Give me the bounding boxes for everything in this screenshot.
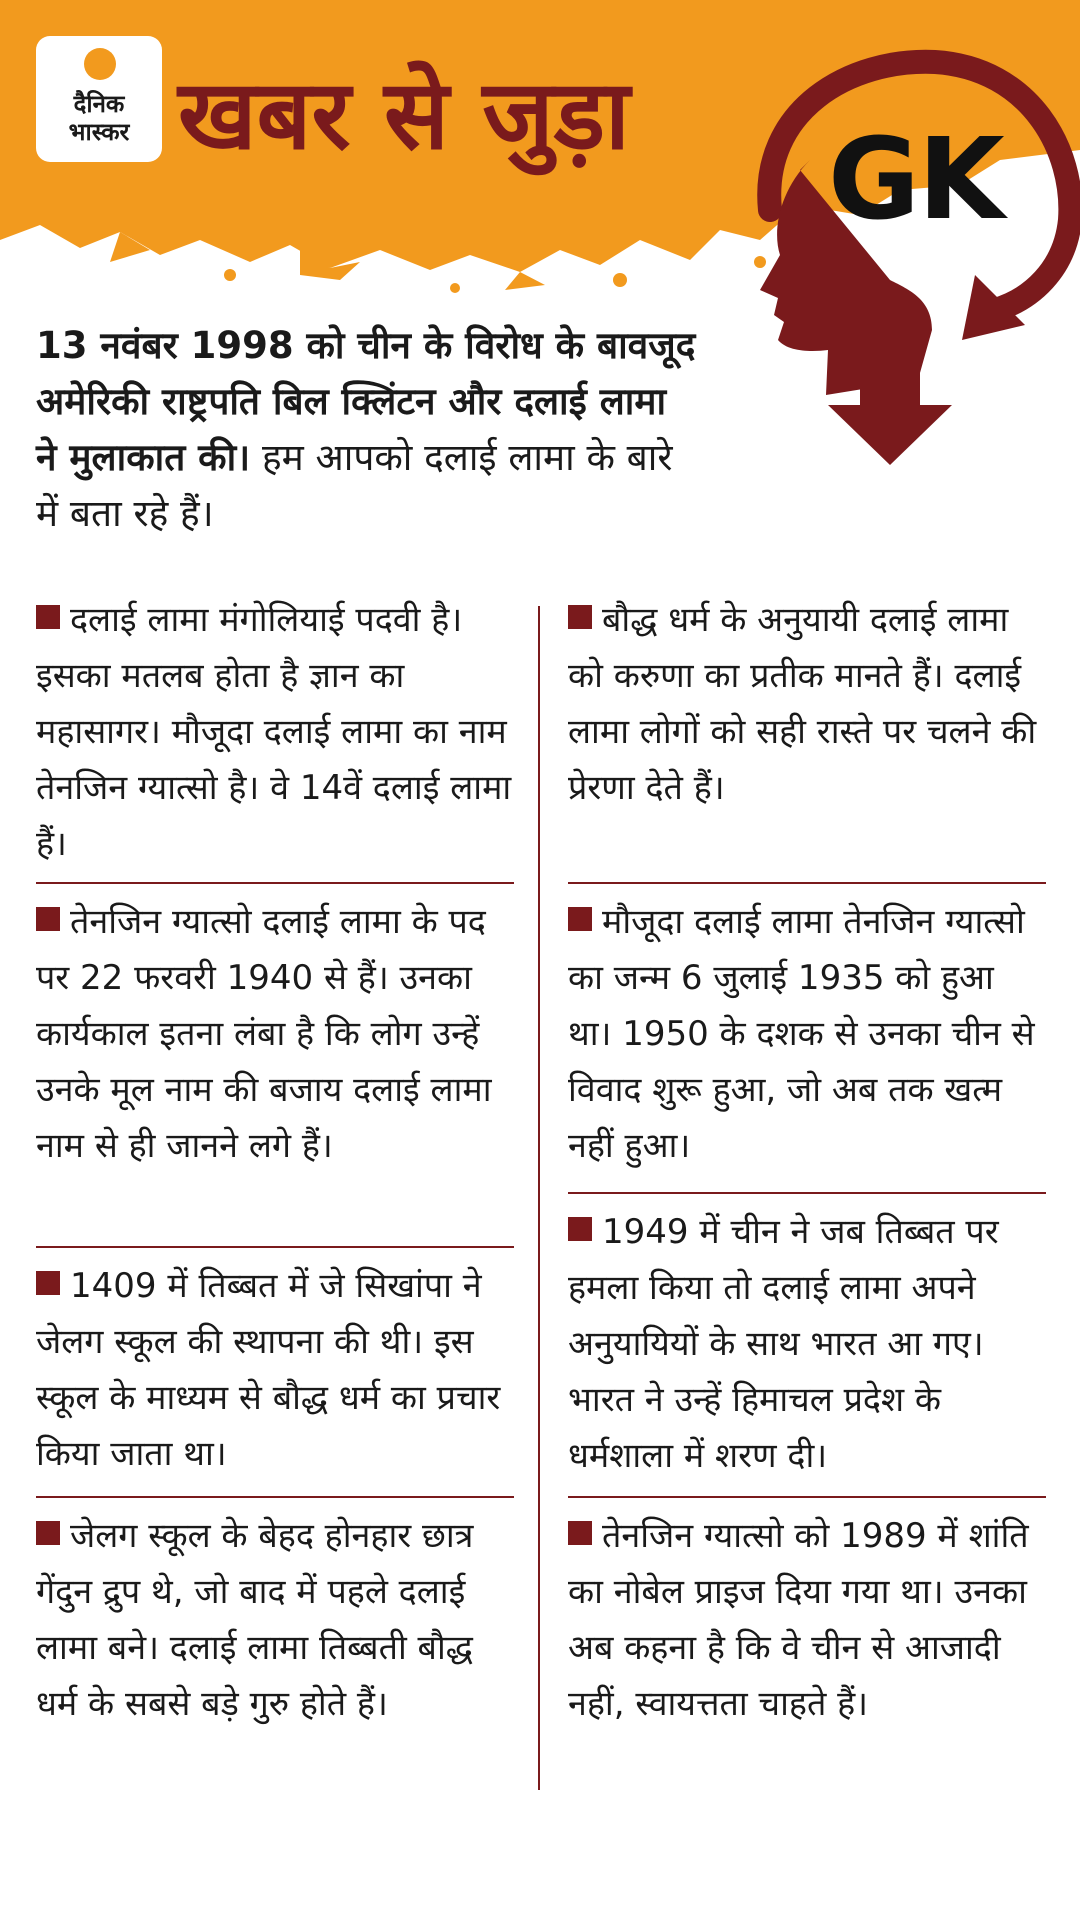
- fact-item: [568, 1204, 1046, 1484]
- fact-divider: [36, 1496, 514, 1498]
- gk-badge: GK: [828, 115, 1003, 245]
- square-bullet-icon: [36, 907, 60, 931]
- fact-text: मौजूदा दलाई लामा तेनजिन ग्यात्सो का जन्म 6 जुलाई 1935 को हुआ था। 1950 के दशक से उनका चीन से विवाद शुरू हुआ, जो अब तक खत्म नहीं हुआ।: [568, 902, 1035, 1166]
- intro-regular-text: हम आपको दलाई लामा के बारे में बता रहे हैं।: [36, 436, 673, 535]
- fact-divider: [568, 882, 1046, 884]
- fact-text: दलाई लामा मंगोलियाई पदवी है। इसका मतलब होता है ज्ञान का महासागर। मौजूदा दलाई लामा का नाम तेनजिन ग्यात्सो है। वे 14वें दलाई लामा हैं।: [36, 600, 512, 864]
- fact-divider: [568, 1192, 1046, 1194]
- fact-divider: [568, 1496, 1046, 1498]
- fact-divider: [36, 882, 514, 884]
- column-divider: [538, 606, 540, 1790]
- square-bullet-icon: [36, 1271, 60, 1295]
- fact-item: [568, 1508, 1046, 1732]
- square-bullet-icon: [36, 1521, 60, 1545]
- fact-text: तेनजिन ग्यात्सो को 1989 में शांति का नोबेल प्राइज दिया गया था। उनका अब कहना है कि वे चीन से आजादी नहीं, स्वायत्तता चाहते हैं।: [568, 1516, 1029, 1724]
- square-bullet-icon: [568, 605, 592, 629]
- square-bullet-icon: [568, 1217, 592, 1241]
- fact-item: [568, 894, 1046, 1174]
- intro-paragraph: [36, 318, 696, 542]
- square-bullet-icon: [568, 907, 592, 931]
- fact-item: [36, 592, 514, 872]
- head-profile-arrow-icon: [700, 40, 1080, 530]
- logo-sun-icon: [84, 48, 116, 80]
- header-title: खबर से जुड़ा: [178, 59, 630, 171]
- square-bullet-icon: [568, 1521, 592, 1545]
- fact-item: [36, 894, 514, 1174]
- dainik-bhaskar-logo: [36, 36, 162, 162]
- logo-line-2: भास्कर: [68, 118, 130, 146]
- fact-text: जेलग स्कूल के बेहद होनहार छात्र गेंदुन द्रुप थे, जो बाद में पहले दलाई लामा बने। दलाई लामा तिब्बती बौद्ध धर्म के सबसे बड़े गुरु होते हैं।: [36, 1516, 474, 1724]
- fact-item: [568, 592, 1046, 816]
- fact-item: [36, 1508, 514, 1732]
- fact-item: [36, 1258, 514, 1482]
- fact-divider: [36, 1246, 514, 1248]
- intro-bold-text: 13 नवंबर 1998 को चीन के विरोध के बावजूद अमेरिकी राष्ट्रपति बिल क्लिंटन और दलाई लामा ने मुलाकात की।: [36, 324, 696, 479]
- square-bullet-icon: [36, 605, 60, 629]
- fact-text: बौद्ध धर्म के अनुयायी दलाई लामा को करुणा का प्रतीक मानते हैं। दलाई लामा लोगों को सही रास्ते पर चलने की प्रेरणा देते हैं।: [568, 600, 1037, 808]
- facts-columns: [36, 592, 1044, 1792]
- fact-text: तेनजिन ग्यात्सो दलाई लामा के पद पर 22 फरवरी 1940 से हैं। उनका कार्यकाल इतना लंबा है कि लोग उन्हें उनके मूल नाम की बजाय दलाई लामा नाम से ही जानने लगे हैं।: [36, 902, 492, 1166]
- fact-text: 1949 में चीन ने जब तिब्बत पर हमला किया तो दलाई लामा अपने अनुयायियों के साथ भारत आ गए। भारत ने उन्हें हिमाचल प्रदेश के धर्मशाला में शरण दी।: [568, 1212, 999, 1476]
- fact-text: 1409 में तिब्बत में जे सिखांपा ने जेलग स्कूल की स्थापना की थी। इस स्कूल के माध्यम से बौद्ध धर्म का प्रचार किया जाता था।: [36, 1266, 501, 1474]
- logo-line-1: दैनिक: [73, 90, 125, 118]
